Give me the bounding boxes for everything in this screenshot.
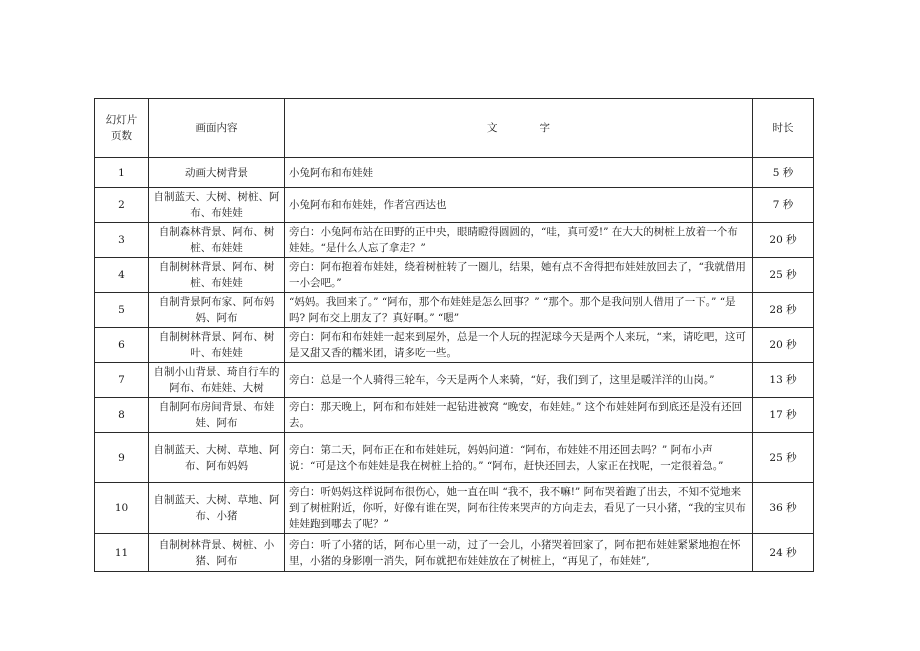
header-text	[285, 99, 753, 158]
header-text-char-2: 字	[539, 122, 550, 134]
scene-cell: 自制小山背景、琦自行车的阿布、布娃娃、大树	[149, 363, 285, 398]
slide-number-cell: 4	[95, 258, 149, 293]
header-slide-line2: 页数	[111, 130, 132, 142]
narration-cell: 旁白：阿布和布娃娃一起来到屋外，总是一个人玩的捏泥球今天是两个人来玩，“来，请吃吧，这可是又甜又香的糯米团，请多吃一些。	[285, 328, 753, 363]
slide-number-cell: 11	[95, 534, 149, 572]
duration-cell: 17 秒	[753, 398, 814, 433]
header-scene: 画面内容	[149, 99, 285, 158]
slide-number-cell: 3	[95, 223, 149, 258]
table-row	[95, 223, 814, 258]
slide-number-cell: 10	[95, 483, 149, 534]
narration-cell: 旁白：总是一个人骑得三轮车，今天是两个人来骑，“好，我们到了，这里是暖洋洋的山岗。”	[285, 363, 753, 398]
scene-cell: 自制蓝天、大树、草地、阿布、小猪	[149, 483, 285, 534]
storyboard-table	[94, 98, 814, 572]
duration-cell: 5 秒	[753, 158, 814, 188]
slide-number-cell: 8	[95, 398, 149, 433]
slide-number-cell: 7	[95, 363, 149, 398]
narration-cell: 旁白：听了小猪的话，阿布心里一动，过了一会儿，小猪哭着回家了，阿布把布娃娃紧紧地抱在怀里，小猪的身影刚一消失，阿布就把布娃娃放在了树桩上，“再见了，布娃娃”,	[285, 534, 753, 572]
duration-cell: 20 秒	[753, 328, 814, 363]
slide-number-cell: 1	[95, 158, 149, 188]
duration-cell: 28 秒	[753, 293, 814, 328]
slide-number-cell: 5	[95, 293, 149, 328]
table-row	[95, 483, 814, 534]
table-row	[95, 363, 814, 398]
table-header-row	[95, 99, 814, 158]
table-row	[95, 293, 814, 328]
scene-cell: 自制蓝天、大树、草地、阿布、阿布妈妈	[149, 433, 285, 483]
narration-cell: 小兔阿布和布娃娃	[285, 158, 753, 188]
slide-number-cell: 2	[95, 188, 149, 223]
duration-cell: 25 秒	[753, 258, 814, 293]
scene-cell: 自制背景阿布家、阿布妈妈、阿布	[149, 293, 285, 328]
table-row	[95, 398, 814, 433]
header-duration: 时长	[753, 99, 814, 158]
table-row	[95, 258, 814, 293]
duration-cell: 25 秒	[753, 433, 814, 483]
slide-number-cell: 9	[95, 433, 149, 483]
header-slide-number	[95, 99, 149, 158]
scene-cell: 自制阿布房间背景、布娃娃、阿布	[149, 398, 285, 433]
scene-cell: 自制森林背景、阿布、树桩、布娃娃	[149, 223, 285, 258]
header-text-char-1: 文	[487, 122, 498, 134]
table-row	[95, 158, 814, 188]
narration-cell: “妈妈。我回来了。” “阿布，那个布娃娃是怎么回事？” “那个。那个是我问别人借用了一下。” “是吗? 阿布交上朋友了？真好啊。” “嗯”	[285, 293, 753, 328]
duration-cell: 24 秒	[753, 534, 814, 572]
narration-cell: 旁白：小兔阿布站在田野的正中央，眼睛瞪得圆圆的，“哇，真可爱!” 在大大的树桩上放着一个布娃娃。“是什么人忘了拿走？”	[285, 223, 753, 258]
scene-cell: 自制树林背景、阿布、树桩、布娃娃	[149, 258, 285, 293]
narration-cell: 旁白：阿布抱着布娃娃，绕着树桩转了一圈儿，结果，她有点不舍得把布娃娃放回去了，“我就借用一小会吧。”	[285, 258, 753, 293]
scene-cell: 自制蓝天、大树、树桩、阿布、布娃娃	[149, 188, 285, 223]
narration-cell: 旁白：听妈妈这样说阿布很伤心，她一直在叫 “我不，我不嘛!” 阿布哭着跑了出去，不知不觉地来到了树桩附近，你听，好像有谁在哭，阿布往传来哭声的方向走去，看见了一只小猪，“我的宝贝布娃娃跑到哪去了呢？”	[285, 483, 753, 534]
duration-cell: 7 秒	[753, 188, 814, 223]
table-row	[95, 328, 814, 363]
scene-cell: 动画大树背景	[149, 158, 285, 188]
narration-cell: 小兔阿布和布娃娃，作者宫西达也	[285, 188, 753, 223]
duration-cell: 36 秒	[753, 483, 814, 534]
duration-cell: 20 秒	[753, 223, 814, 258]
table-row	[95, 534, 814, 572]
narration-cell: 旁白：那天晚上，阿布和布娃娃一起钻进被窝 “晚安，布娃娃。” 这个布娃娃阿布到底还是没有还回去。	[285, 398, 753, 433]
table-row	[95, 433, 814, 483]
slide-number-cell: 6	[95, 328, 149, 363]
scene-cell: 自制树林背景、树桩、小猪、阿布	[149, 534, 285, 572]
header-slide-line1: 幻灯片	[105, 114, 138, 126]
scene-cell: 自制树林背景、阿布、树叶、布娃娃	[149, 328, 285, 363]
table-row	[95, 188, 814, 223]
narration-cell: 旁白：第二天，阿布正在和布娃娃玩，妈妈问道：“阿布，布娃娃不用还回去吗？” 阿布小声说：“可是这个布娃娃是我在树桩上拾的。” “阿布，赶快还回去，人家正在找呢，一定很着急。”	[285, 433, 753, 483]
duration-cell: 13 秒	[753, 363, 814, 398]
